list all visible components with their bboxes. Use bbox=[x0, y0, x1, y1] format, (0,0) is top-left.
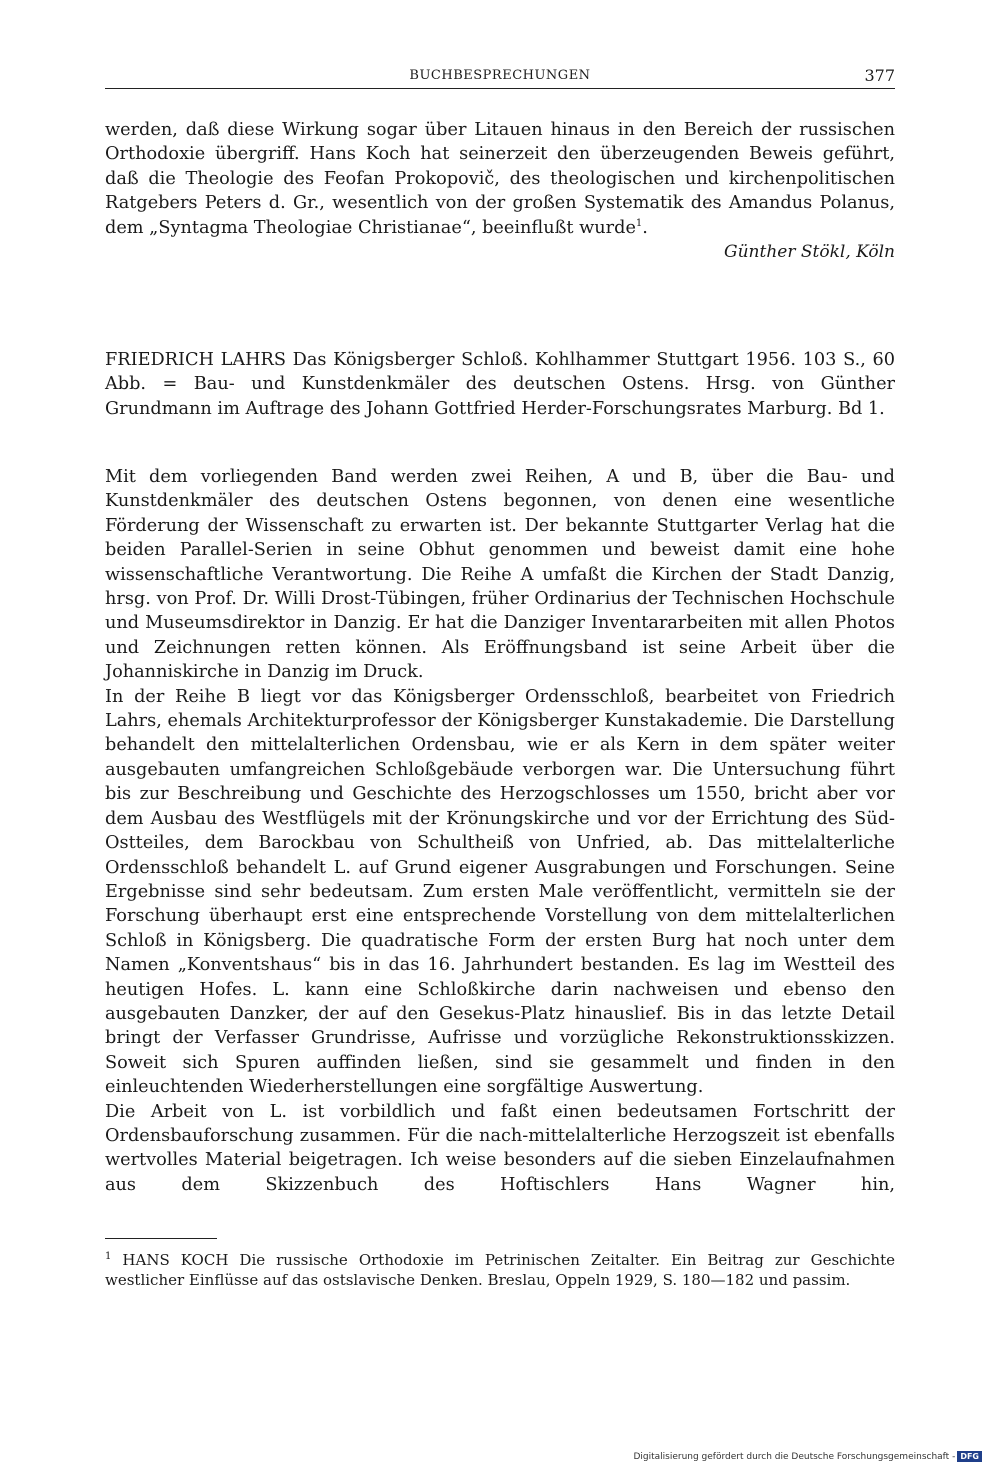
footnote-marker: 1 bbox=[105, 1251, 112, 1262]
continued-paragraph-text: werden, daß diese Wirkung sogar über Litauen hinaus in den Bereich der russischen Orthodoxie übergriff. Hans Koch hat seinerzeit den überzeugenden Beweis geführt, daß die Theologie des Feofan Prokopovič, des theologischen und kirchenpolitischen Ratgebers Peters d. Gr., wesentlich von der großen Systematik des Amandus Polanus, dem „Syntagma Theologiae Christianae“, beeinflußt wurde bbox=[105, 120, 895, 238]
running-title: BUCHBESPRECHUNGEN bbox=[409, 68, 591, 83]
footer-text: Digitalisierung gefördert durch die Deutsche Forschungsgemeinschaft - bbox=[633, 1451, 956, 1462]
review-body bbox=[105, 465, 895, 1197]
page-number: 377 bbox=[864, 66, 895, 85]
continued-paragraph bbox=[105, 118, 895, 240]
footnote-text: HANS KOCH Die russische Orthodoxie im Petrinischen Zeitalter. Ein Beitrag zur Geschichte westlicher Einflüsse auf das ostslavische Denken. Breslau, Oppeln 1929, S. 180—182 und passim. bbox=[105, 1251, 895, 1289]
review-citation: FRIEDRICH LAHRS Das Königsberger Schloß. Kohlhammer Stuttgart 1956. 103 S., 60 Abb. = Bau- und Kunstdenkmäler des deutschen Ostens. Hrsg. von Günther Grundmann im Auftrage des Johann Gottfried Herder-Forschungsrates Marburg. Bd 1. bbox=[105, 350, 895, 419]
review-paragraph: Mit dem vorliegenden Band werden zwei Reihen, A und B, über die Bau- und Kunstdenkmäler des deutschen Ostens begonnen, von denen eine wesentliche Förderung der Wissenschaft zu erwarten ist. Der bekannte Stuttgarter Verlag hat die beiden Parallel-Serien in seine Obhut genommen und beweist damit eine hohe wissenschaftliche Verantwortung. Die Reihe A umfaßt die Kirchen der Stadt Danzig, hrsg. von Prof. Dr. Willi Drost-Tübingen, früher Ordinarius der Technischen Hochschule und Museumsdirektor in Danzig. Er hat die Danziger Inventararbeiten mit allen Photos und Zeichnungen retten können. Als Eröffnungsband ist seine Arbeit über die Johanniskirche in Danzig im Druck. bbox=[105, 467, 895, 683]
footnote-reference[interactable]: 1 bbox=[635, 217, 643, 229]
review-citation-block bbox=[105, 348, 895, 421]
footnote-rule bbox=[105, 1238, 217, 1239]
sentence-end: . bbox=[642, 217, 648, 238]
previous-review-end bbox=[105, 118, 895, 264]
review-paragraph: In der Reihe B liegt vor das Königsberger Ordensschloß, bearbeitet von Friedrich Lahrs, ehemals Architekturprofessor der Königsberger Kunstakademie. Die Darstellung behandelt den mittelalterlichen Ordensbau, wie er als Kern in dem später weiter ausgebauten umfangreichen Schloßgebäude verborgen war. Die Untersuchung führt bis zur Beschreibung und Geschichte des Herzogschlosses um 1550, bricht aber vor dem Ausbau des Westflügels mit der Krönungskirche und vor der Errichtung des Süd-Ostteiles, dem Barockbau von Schultheiß von Unfried, ab. Das mittelalterliche Ordensschloß behandelt L. auf Grund eigener Ausgrabungen und Forschungen. Seine Ergebnisse sind sehr bedeutsam. Zum ersten Male veröffentlicht, vermitteln sie der Forschung überhaupt erst eine entsprechende Vorstellung von dem mittelalterlichen Schloß in Königsberg. Die quadratische Form der ersten Burg hat noch unter dem Namen „Konventshaus“ bis in das 16. Jahrhundert bestanden. Es lag im Westteil des heutigen Hofes. L. kann eine Schloßkirche darin nachweisen und ebenso den ausgebauten Danzker, der auf den Gesekus-Platz hinauslief. Bis in das letzte Detail bringt der Verfasser Grundrisse, Aufrisse und vorzügliche Rekonstruktionsskizzen. Soweit sich Spuren auffinden ließen, sind sie gesammelt und finden in den einleuchtenden Wiederherstellungen eine sorgfältige Auswertung. bbox=[105, 686, 895, 1098]
digitization-footer bbox=[633, 1451, 982, 1462]
header-rule bbox=[105, 88, 895, 89]
review-paragraph: Die Arbeit von L. ist vorbildlich und faßt einen bedeutsamen Fortschritt der Ordensbauforschung zusammen. Für die nach-mittelalterliche Herzogszeit ist ebenfalls wertvolles Material beigetragen. Ich weise besonders auf die sieben Einzelaufnahmen aus dem Skizzenbuch des Hoftischlers Hans Wagner hin, bbox=[105, 1101, 895, 1195]
reviewer-signature: Günther Stökl, Köln bbox=[724, 242, 895, 263]
footnote bbox=[105, 1251, 895, 1290]
dfg-logo: DFG bbox=[957, 1451, 982, 1462]
running-header bbox=[105, 64, 895, 90]
